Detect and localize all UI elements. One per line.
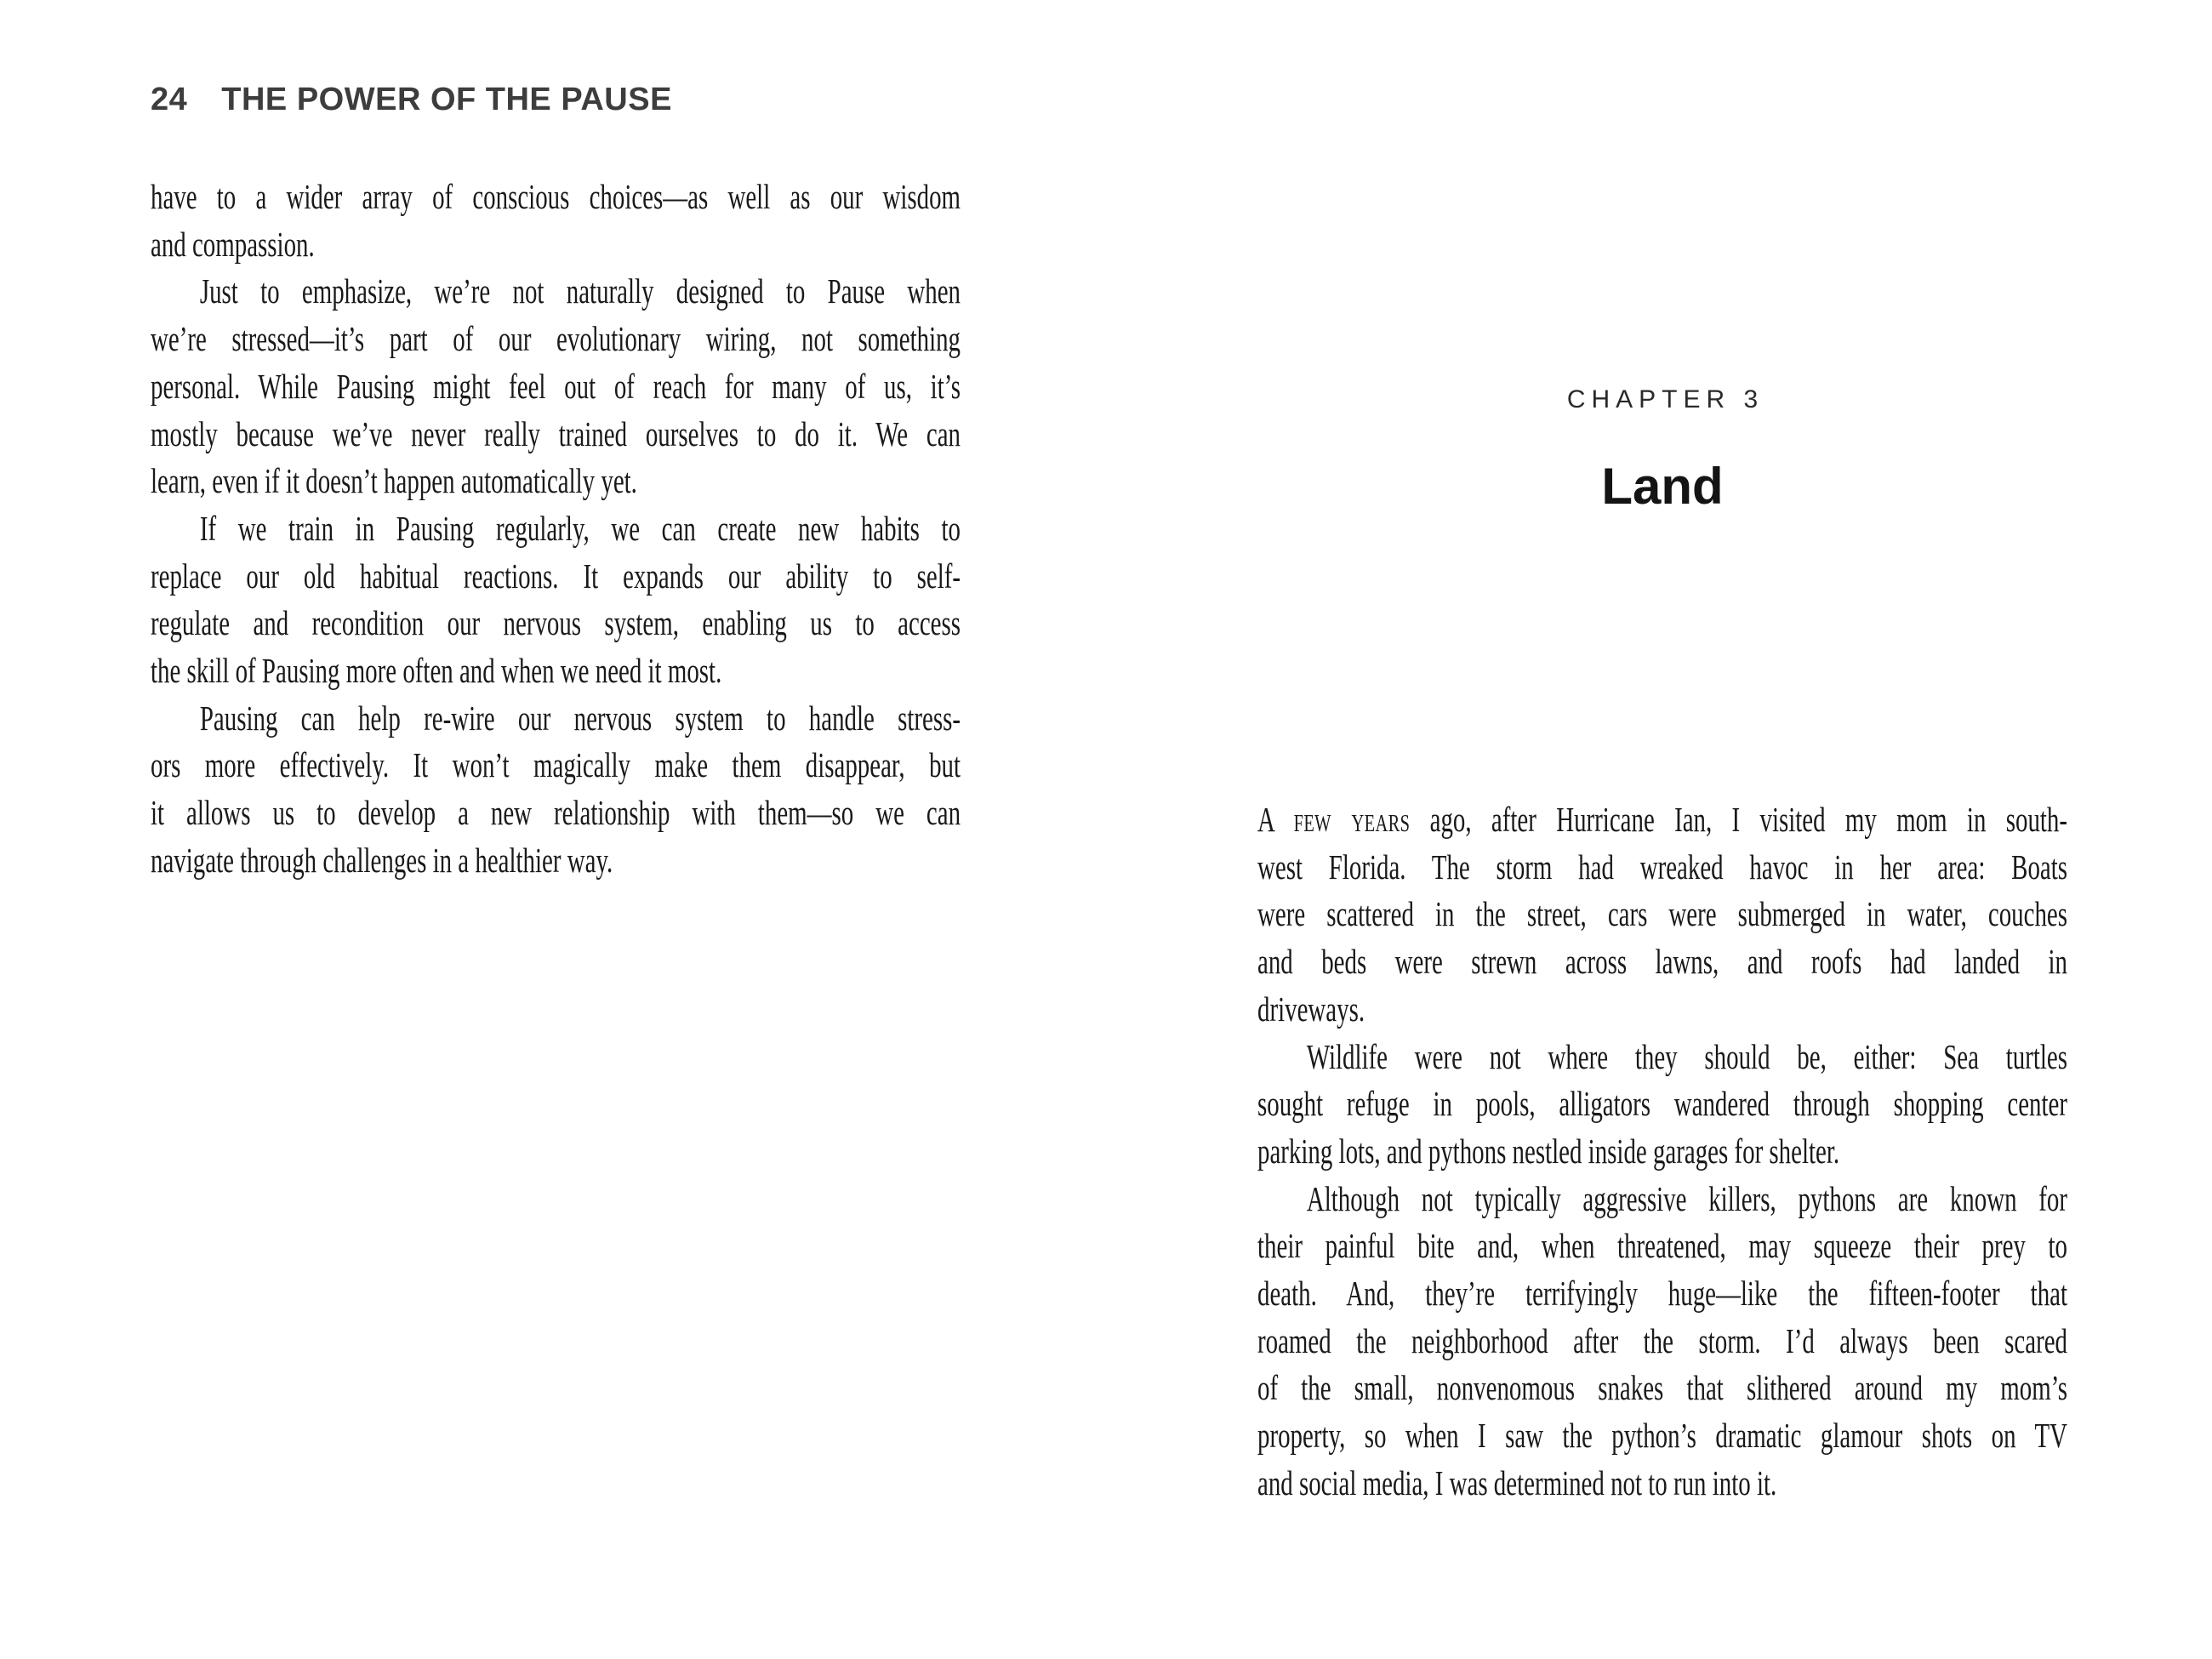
chapter-label: CHAPTER 3 <box>1566 385 1764 413</box>
opening-rest: ago, after Hurricane Ian, I visited my mom in south- <box>1410 800 2068 839</box>
left-body-text <box>151 174 961 885</box>
running-header <box>151 82 672 117</box>
text-line: If we train in Pausing regularly, we can create new habits to <box>199 508 961 548</box>
text-line: ors more effectively. It won’t magically make them disappear, but <box>151 745 961 785</box>
opening-small-caps: few years <box>1293 800 1411 839</box>
text-line: and compassion. <box>151 224 315 264</box>
text-line: Just to emphasize, we’re not naturally designed to Pause when <box>199 271 961 311</box>
text-line: property, so when I saw the python’s dramatic glamour shots on TV <box>1257 1416 2068 1456</box>
text-line: mostly because we’ve never really trained ourselves to do it. We can <box>151 413 961 453</box>
text-line: learn, even if it doesn’t happen automatically yet. <box>151 461 637 501</box>
right-body-text <box>1257 796 2067 1508</box>
text-line: we’re stressed—it’s part of our evolutionary wiring, not something <box>151 319 961 359</box>
text-line opening-line <box>1257 796 2067 844</box>
text-line: it allows us to develop a new relationship with them—so we can <box>151 793 961 833</box>
text-line: and social media, I was determined not to run into it. <box>1257 1462 1777 1502</box>
text-line: sought refuge in pools, alligators wandered through shopping center <box>1257 1084 2068 1124</box>
chapter-title: Land <box>1601 458 1724 515</box>
text-line: replace our old habitual reactions. It expands our ability to self- <box>151 556 961 596</box>
text-line: west Florida. The storm had wreaked havoc in her area: Boats <box>1257 847 2068 887</box>
text-line: have to a wider array of conscious choices—as well as our wisdom <box>151 177 961 216</box>
text-line: and beds were strewn across lawns, and roofs had landed in <box>1257 942 2068 982</box>
text-line: personal. While Pausing might feel out of reach for many of us, it’s <box>151 366 961 406</box>
running-title: THE POWER OF THE PAUSE <box>221 82 672 117</box>
text-line: their painful bite and, when threatened, may squeeze their prey to <box>1257 1226 2068 1266</box>
text-line: Pausing can help re-wire our nervous system to handle stress- <box>199 698 961 738</box>
text-line: Wildlife were not where they should be, either: Sea turtles <box>1306 1036 2068 1076</box>
text-line: the skill of Pausing more often and when we need it most. <box>151 651 722 691</box>
text-line: of the small, nonvenomous snakes that slithered around my mom’s <box>1257 1368 2068 1408</box>
text-line: navigate through challenges in a healthier way. <box>151 840 613 880</box>
text-line: roamed the neighborhood after the storm. I’d always been scared <box>1257 1320 2068 1360</box>
text-line: death. And, they’re terrifyingly huge—like the fifteen-footer that <box>1257 1274 2068 1314</box>
text-line: parking lots, and pythons nestled inside garages for shelter. <box>1257 1131 1840 1171</box>
text-line: driveways. <box>1257 989 1365 1029</box>
text-line: regulate and recondition our nervous system, enabling us to access <box>151 603 961 643</box>
opening-lead: A <box>1257 800 1294 839</box>
page-number: 24 <box>151 82 188 117</box>
text-line: Although not typically aggressive killers, pythons are known for <box>1306 1178 2068 1218</box>
text-line: were scattered in the street, cars were submerged in water, couches <box>1257 894 2068 934</box>
